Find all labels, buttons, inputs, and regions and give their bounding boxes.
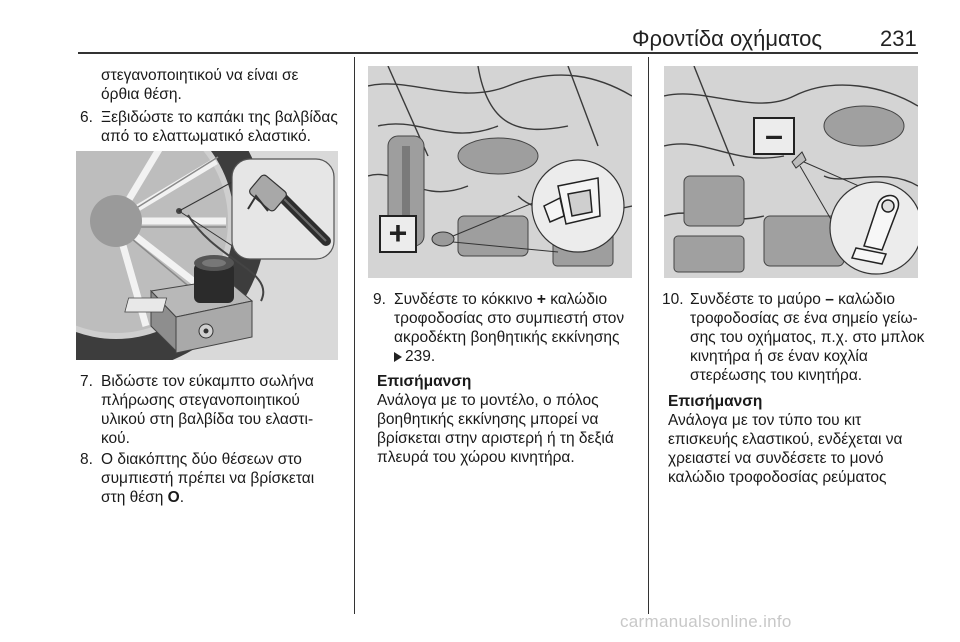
watermark: carmanualsonline.info bbox=[620, 612, 792, 631]
tire-compressor-illustration bbox=[76, 151, 338, 360]
note-right: Επισήμανση Ανάλογα με τον τύπο του κιτ επισκευής ελαστικού, ενδέχεται να χρειαστεί να συνδέσετε το μονό καλώδιο τροφοδοσίας ρεύματος bbox=[668, 392, 928, 487]
engine-bay-ground-illustration bbox=[664, 66, 918, 278]
plus-symbol-inline: + bbox=[536, 291, 546, 308]
figure-ground-point bbox=[664, 66, 918, 278]
engine-bay-positive-illustration bbox=[368, 66, 632, 278]
step-8: 8. Ο διακόπτης δύο θέσεων στο συμπιεστή πρέπει να βρίσκεται στη θέση O. bbox=[80, 451, 315, 506]
minus-symbol-inline: – bbox=[825, 291, 834, 308]
step-9: 9. Συνδέστε το κόκκινο + καλώδιο τροφοδοσίας στο συμπιεστή στον ακροδέκτη βοηθητικής εκκίνησης 239. bbox=[373, 291, 625, 365]
step-10: 10. Συνδέστε το μαύρο – καλώδιο τροφοδοσίας σε ένα σημείο γείω- σης του οχήματος, π.χ. στο μπλοκ κινητήρα ή σε έναν κοχλία στερέωσης του κινητήρα. bbox=[662, 291, 925, 384]
cross-reference-arrow-icon bbox=[394, 352, 402, 362]
page-reference-link[interactable]: 239. bbox=[405, 348, 436, 365]
note-heading: Επισήμανση bbox=[377, 373, 472, 390]
note-heading: Επισήμανση bbox=[668, 393, 763, 410]
column-divider-right bbox=[648, 57, 649, 614]
minus-symbol: – bbox=[765, 117, 783, 153]
switch-position-o: O bbox=[167, 489, 180, 506]
figure-positive-terminal bbox=[368, 66, 632, 278]
note-middle: Επισήμανση Ανάλογα με το μοντέλο, ο πόλος βοηθητικής εκκίνησης μπορεί να βρίσκεται στην αριστερή ή τη δεξιά πλευρά του χώρου κινητήρα. bbox=[377, 372, 647, 467]
step-number: 10. bbox=[662, 291, 684, 308]
step-number: 8. bbox=[80, 451, 93, 468]
step-number: 6. bbox=[80, 109, 93, 126]
page-header-title: Φροντίδα οχήματος bbox=[632, 26, 822, 51]
step-7: 7. Βιδώστε τον εύκαμπτο σωλήνα πλήρωσης στεγανοποιητικού υλικού στη βαλβίδα του ελαστι- κού. bbox=[80, 373, 314, 447]
page-number: 231 bbox=[880, 26, 917, 51]
step-6: 6. Ξεβιδώστε το καπάκι της βαλβίδας από το ελαττωματικό ελαστικό. bbox=[80, 109, 338, 145]
step-number: 9. bbox=[373, 291, 386, 308]
header-rule bbox=[78, 52, 918, 54]
figure-tire-valve-compressor bbox=[76, 151, 338, 360]
intro-text: στεγανοποιητικού να είναι σε όρθια θέση. bbox=[101, 67, 299, 103]
column-divider-left bbox=[354, 57, 355, 614]
plus-symbol: + bbox=[388, 215, 408, 251]
step-number: 7. bbox=[80, 373, 93, 390]
